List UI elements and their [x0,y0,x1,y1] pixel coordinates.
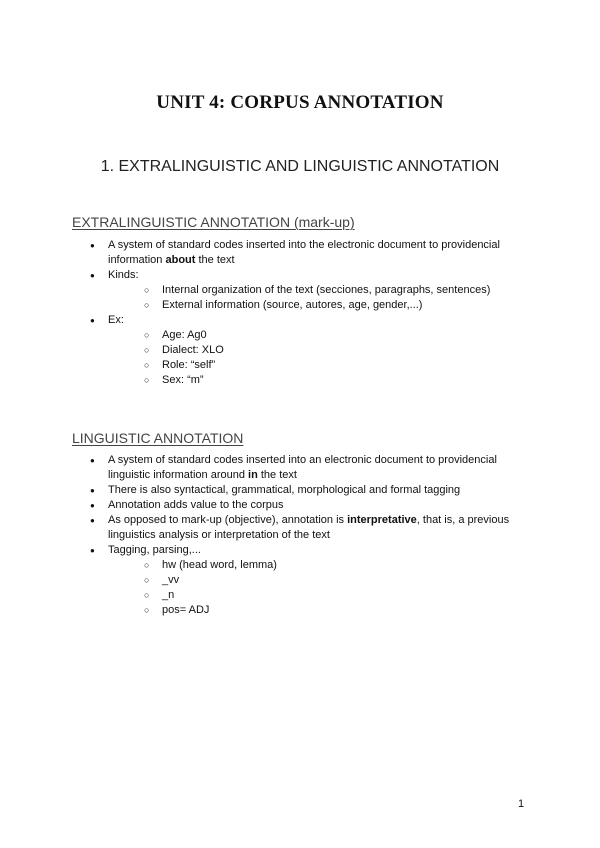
sub-list-item: ○ Age: Ag0 [144,328,520,343]
list-item: ● A system of standard codes inserted into an electronic document to providencial linguistic information around in the text [90,453,520,483]
sub-list-item: ○ _vv [144,573,520,588]
document-title: UNIT 4: CORPUS ANNOTATION [156,92,444,113]
sub-list-item: ○ External information (source, autores, age, gender,...) [144,298,520,313]
list-item: ● As opposed to mark-up (objective), annotation is interpretative, that is, a previous linguistics analysis or interpretation of the text [90,513,520,543]
sub-list-item: ○ _n [144,588,520,603]
extralinguistic-heading: EXTRALINGUISTIC ANNOTATION (mark-up) [72,214,355,230]
list-item: ● Tagging, parsing,... ○ hw (head word, lemma) ○ _vv ○ _n ○ pos= ADJ [90,543,520,618]
sub-list [108,558,520,618]
sub-list [108,328,520,388]
list-item: ● Annotation adds value to the corpus [90,498,520,513]
sub-list-item: ○ Internal organization of the text (secciones, paragraphs, sentences) [144,283,520,298]
list-item: ● A system of standard codes inserted into the electronic document to providencial information about the text [90,238,520,268]
list-item: ● Ex: ○ Age: Ag0 ○ Dialect: XLO ○ Role: “self” ○ Sex: “m” [90,313,520,388]
list-item: ● Kinds: ○ Internal organization of the text (secciones, paragraphs, sentences) ○ External information (source, autores, age, gender,...) [90,268,520,313]
sub-list-item: ○ Dialect: XLO [144,343,520,358]
sub-list-item: ○ Sex: “m” [144,373,520,388]
sub-list-item: ○ hw (head word, lemma) [144,558,520,573]
list-item: ● There is also syntactical, grammatical, morphological and formal tagging [90,483,520,498]
page-number: 1 [518,798,525,810]
section-heading: 1. EXTRALINGUISTIC AND LINGUISTIC ANNOTATION [100,158,500,175]
extralinguistic-list [90,238,520,388]
sub-list-item: ○ pos= ADJ [144,603,520,618]
linguistic-heading: LINGUISTIC ANNOTATION [72,430,244,446]
linguistic-list [90,453,520,618]
sub-list-item: ○ Role: “self” [144,358,520,373]
sub-list [108,283,520,313]
